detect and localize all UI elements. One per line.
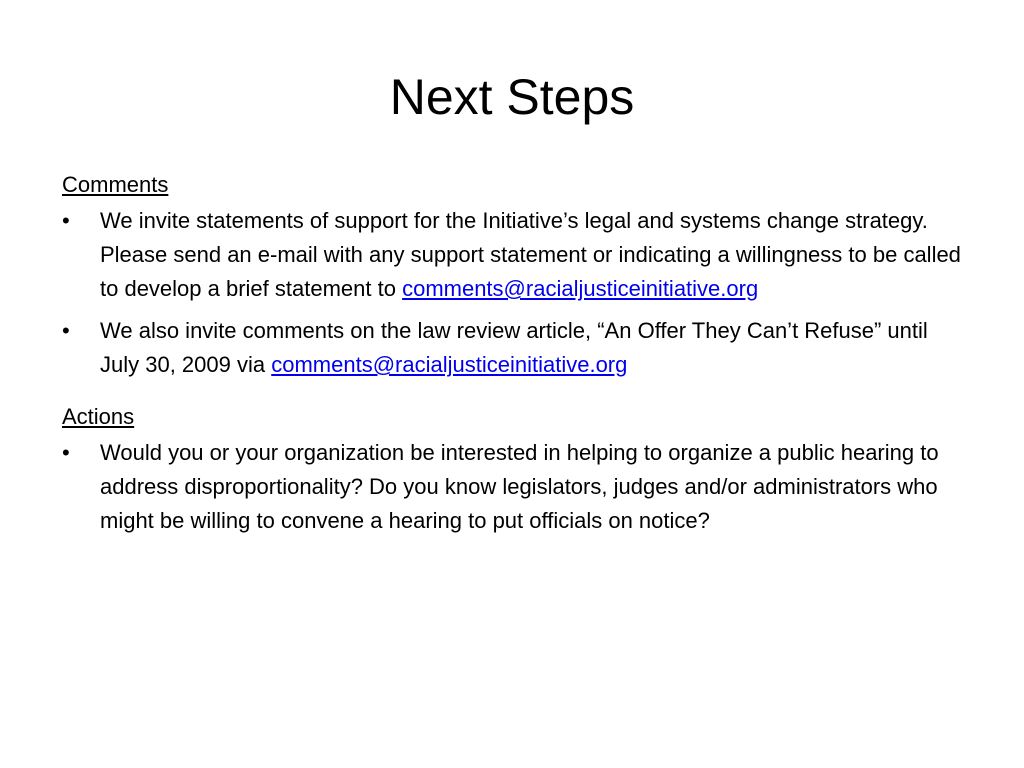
comments-email-link-1[interactable]: comments@racialjusticeinitiative.org bbox=[402, 276, 759, 301]
actions-list bbox=[62, 436, 972, 538]
slide-title: Next Steps bbox=[389, 69, 635, 125]
actions-heading: Actions bbox=[62, 404, 135, 429]
actions-item-1-text: Would you or your organization be interested in helping to organize a public hearing to address disproportionality? Do you know legislators, judges and/or administrators who might be willing to convene a hearing to put officials on notice? bbox=[100, 440, 939, 533]
comments-item-1-text: We invite statements of support for the Initiative’s legal and systems change strategy. Please send an e-mail with any support statement or indicating a willingness to be called to develop a brief statement to bbox=[100, 208, 961, 301]
comments-heading: Comments bbox=[62, 172, 169, 197]
comments-list bbox=[62, 204, 972, 382]
comments-item-1 bbox=[62, 204, 972, 306]
bullet-icon: • bbox=[62, 318, 70, 343]
comments-item-2 bbox=[62, 314, 972, 382]
comments-item-2-text: We also invite comments on the law review article, “An Offer They Can’t Refuse” until July 30, 2009 via bbox=[100, 318, 928, 377]
slide-content bbox=[62, 168, 972, 546]
bullet-icon: • bbox=[62, 208, 70, 233]
bullet-icon: • bbox=[62, 440, 70, 465]
comments-email-link-2[interactable]: comments@racialjusticeinitiative.org bbox=[271, 352, 628, 377]
actions-item-1 bbox=[62, 436, 972, 538]
